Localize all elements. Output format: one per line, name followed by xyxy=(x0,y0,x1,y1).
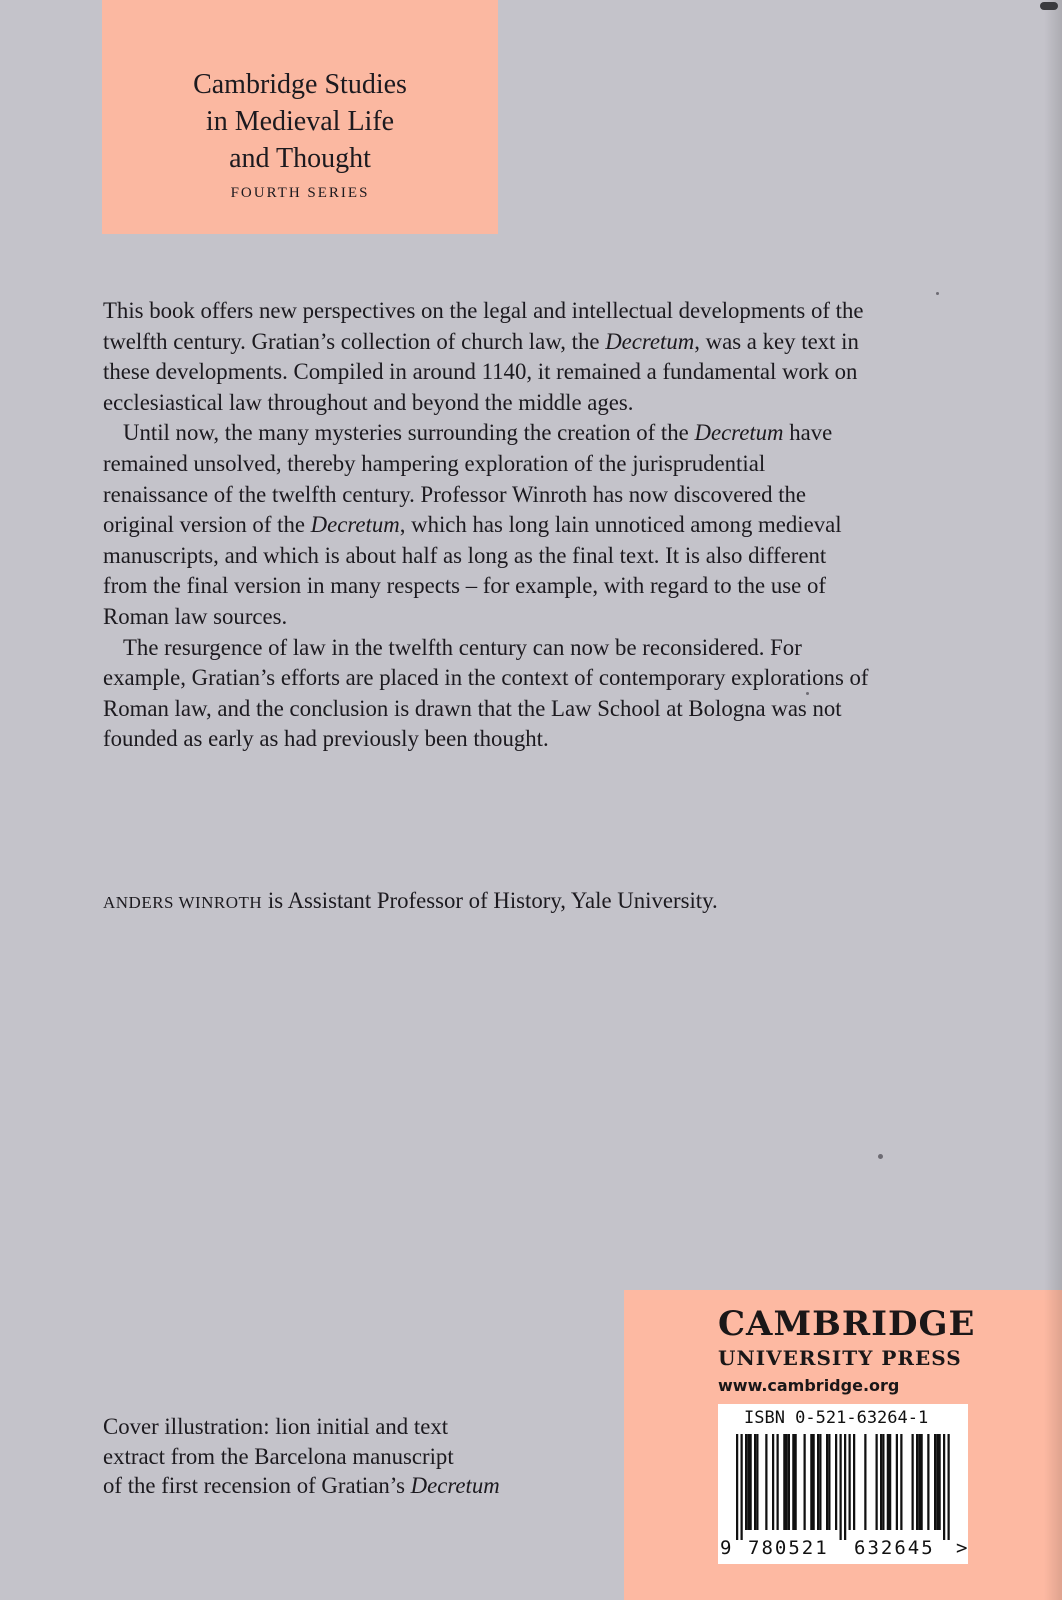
ean-lead-digit: 9 xyxy=(720,1537,732,1559)
paper-speck xyxy=(806,692,809,695)
barcode-bar xyxy=(900,1434,902,1530)
title-italic: Decretum xyxy=(310,512,400,538)
barcode-bar xyxy=(948,1434,950,1540)
paragraph-text: Until now, the many mysteries surrounding the creation of the xyxy=(123,420,695,446)
isbn-barcode xyxy=(718,1404,968,1564)
barcode-bar xyxy=(786,1434,788,1530)
series-title-line: in Medieval Life xyxy=(205,106,395,137)
barcode-bar xyxy=(939,1434,941,1530)
paragraph-text: , was a key text in these developments. Compiled in around 1140, it remained a fundamental work on ecclesiastical law throughout and beyond the middle ages. xyxy=(103,328,859,415)
barcode-bar xyxy=(772,1434,774,1530)
barcode-bars xyxy=(718,1432,968,1540)
paper-speck xyxy=(936,292,939,295)
ean-quiet-zone-mark: > xyxy=(956,1537,968,1559)
barcode-bar xyxy=(896,1434,898,1530)
cover-illustration-credit xyxy=(103,1412,603,1501)
barcode-bar xyxy=(788,1434,790,1530)
publisher-logo-name: CAMBRIDGE xyxy=(718,1304,976,1344)
series-subtitle: FOURTH SERIES xyxy=(230,185,370,201)
barcode-bar xyxy=(817,1434,819,1530)
ean-left-group: 780521 xyxy=(748,1537,829,1559)
barcode-bar xyxy=(741,1434,743,1540)
barcode-bar xyxy=(934,1434,936,1530)
barcode-bar xyxy=(745,1434,747,1530)
paper-speck xyxy=(878,1154,883,1159)
credit-line xyxy=(103,1471,603,1501)
barcode-bar xyxy=(828,1434,830,1530)
author-name: ANDERS WINROTH xyxy=(103,893,263,912)
paragraph-text: , which has long lain unnoticed among medieval manuscripts, and which is about half as long as the final text. It is also different from the final version in many respects – for example, with regard to the use of Roman law sources. xyxy=(103,512,842,629)
barcode-bar xyxy=(756,1434,758,1530)
series-title-line: and Thought xyxy=(229,143,371,174)
barcode-bar xyxy=(765,1434,767,1530)
description-paragraph xyxy=(103,418,873,632)
barcode-bar xyxy=(804,1434,806,1530)
barcode-bar xyxy=(795,1434,797,1530)
publisher-panel xyxy=(624,1290,1062,1600)
title-italic: Decretum xyxy=(605,328,695,354)
barcode-bar xyxy=(819,1434,821,1530)
series-panel xyxy=(102,0,498,234)
barcode-bar xyxy=(747,1434,749,1530)
credit-text: of the first recension of Gratian’s xyxy=(103,1473,411,1498)
corner-mark xyxy=(1040,2,1058,10)
barcode-bar xyxy=(736,1434,738,1540)
author-description: is Assistant Professor of History, Yale University. xyxy=(262,888,718,913)
credit-line: extract from the Barcelona manuscript xyxy=(103,1443,454,1469)
description-paragraph xyxy=(103,296,873,418)
barcode-bar xyxy=(943,1434,945,1540)
title-italic: Decretum xyxy=(410,1473,500,1498)
barcode-bar xyxy=(918,1434,920,1530)
isbn-number: ISBN 0-521-63264-1 xyxy=(744,1408,929,1428)
series-title-line: Cambridge Studies xyxy=(193,69,407,100)
barcode-bar xyxy=(826,1434,828,1530)
description-paragraph xyxy=(103,633,873,755)
barcode-bar xyxy=(889,1434,891,1530)
barcode-bar xyxy=(777,1434,779,1530)
barcode-bar xyxy=(849,1434,851,1530)
book-description xyxy=(103,296,873,755)
credit-line: Cover illustration: lion initial and text xyxy=(103,1414,449,1439)
barcode-bar xyxy=(880,1434,882,1530)
barcode-bar xyxy=(882,1434,884,1530)
spine-shadow xyxy=(1044,0,1062,1600)
paragraph-text: This book offers new perspectives on the legal and intellectual developments of the twelfth century. Gratian’s collection of church law, the xyxy=(103,298,864,354)
barcode-bar xyxy=(853,1434,855,1530)
publisher-website: www.cambridge.org xyxy=(718,1376,900,1395)
publisher-press-name: UNIVERSITY PRESS xyxy=(718,1346,962,1370)
barcode-bar xyxy=(887,1434,889,1530)
series-title xyxy=(102,66,498,177)
barcode-bar xyxy=(876,1434,878,1530)
title-italic: Decretum xyxy=(694,420,784,446)
barcode-bar xyxy=(754,1434,756,1530)
barcode-bar xyxy=(792,1434,794,1530)
barcode-bar xyxy=(840,1434,842,1540)
barcode-bar xyxy=(813,1434,815,1530)
ean-right-group: 632645 xyxy=(854,1537,935,1559)
barcode-bar xyxy=(750,1434,752,1530)
paragraph-text: have remained unsolved, thereby hampering exploration of the jurisprudential renaissance of the twelfth century. Professor Winroth has now discovered the original version of the xyxy=(103,420,833,538)
barcode-bar xyxy=(927,1434,929,1530)
barcode-bar xyxy=(810,1434,812,1530)
barcode-bar xyxy=(864,1434,866,1530)
paragraph-text: The resurgence of law in the twelfth century can now be reconsidered. For example, Gratian’s efforts are placed in the context of contemporary explorations of Roman law, and the conclusion is drawn that the Law School at Bologna was not founded as early as had previously been thought. xyxy=(103,634,869,752)
barcode-bar xyxy=(936,1434,938,1530)
author-bio xyxy=(103,886,923,918)
barcode-bar xyxy=(844,1434,846,1540)
barcode-bar xyxy=(783,1434,785,1530)
barcode-bar xyxy=(912,1434,914,1530)
barcode-bar xyxy=(916,1434,918,1530)
barcode-bar xyxy=(921,1434,923,1530)
barcode-bar xyxy=(835,1434,837,1530)
